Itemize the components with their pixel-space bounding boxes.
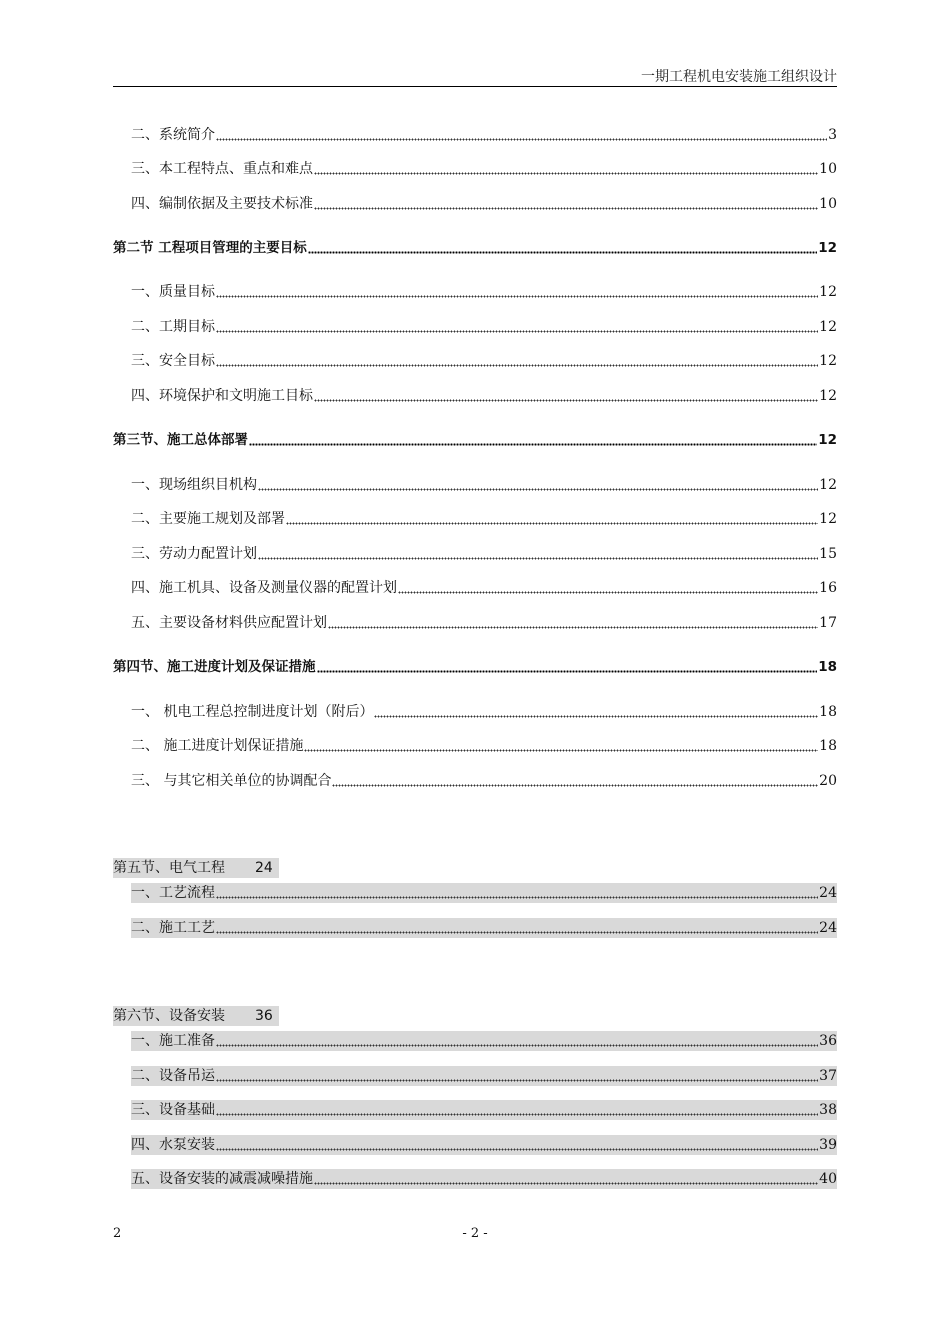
toc-section-heading[interactable] <box>113 1006 279 1026</box>
toc-page-number: 15 <box>819 546 837 562</box>
toc-page-number: 37 <box>819 1068 837 1084</box>
toc-leader <box>286 521 818 525</box>
toc-leader <box>314 1181 818 1185</box>
toc-section-label: 第六节、设备安装 <box>113 1008 225 1024</box>
toc-entry[interactable] <box>131 475 837 495</box>
toc-entry[interactable] <box>131 282 837 302</box>
toc-page-number: 38 <box>819 1102 837 1118</box>
header-rule <box>113 86 837 87</box>
toc-entry-label: 三、劳动力配置计划 <box>131 546 257 562</box>
toc-page-number: 12 <box>819 319 837 335</box>
toc-entry[interactable] <box>131 702 837 722</box>
toc-leader <box>374 714 818 718</box>
toc-page-number: 17 <box>819 615 837 631</box>
toc-entry-label: 一、施工准备 <box>131 1033 215 1049</box>
toc-entry[interactable] <box>131 736 837 756</box>
toc-entry[interactable] <box>131 544 837 564</box>
toc-page-number: 36 <box>255 1008 273 1024</box>
toc-page-number: 18 <box>819 738 837 754</box>
toc-entry[interactable] <box>131 578 837 598</box>
toc-page-number: 10 <box>819 196 837 212</box>
toc-entry-label: 一、 机电工程总控制进度计划（附后） <box>131 704 374 720</box>
toc-entry-label: 二、工期目标 <box>131 319 215 335</box>
toc-page-number: 12 <box>819 284 837 300</box>
toc-page-number: 24 <box>819 920 837 936</box>
toc-page-number: 16 <box>819 580 837 596</box>
toc-entry-label: 四、施工机具、设备及测量仪器的配置计划 <box>131 580 397 596</box>
toc-entry[interactable] <box>131 1135 837 1155</box>
toc-entry[interactable] <box>131 509 837 529</box>
toc-entry[interactable] <box>131 1031 837 1051</box>
toc-entry-label: 三、本工程特点、重点和难点 <box>131 161 313 177</box>
toc-leader <box>258 556 818 560</box>
toc-entry-label: 一、现场组织目机构 <box>131 477 257 493</box>
toc-page-number: 18 <box>818 659 837 675</box>
toc-entry-label: 五、设备安装的减震减噪措施 <box>131 1171 313 1187</box>
toc-leader <box>249 442 817 446</box>
toc-leader <box>314 171 818 175</box>
toc-entry-label: 四、编制依据及主要技术标准 <box>131 196 313 212</box>
toc-page-number: 12 <box>818 432 837 448</box>
toc-section-label: 第三节、施工总体部署 <box>113 432 248 448</box>
toc-leader <box>317 669 818 673</box>
toc-leader <box>304 748 818 752</box>
toc-entry[interactable] <box>131 883 837 903</box>
toc-section-label: 第二节 工程项目管理的主要目标 <box>113 240 307 256</box>
toc-section-heading[interactable] <box>113 430 837 450</box>
toc-leader <box>216 1147 818 1151</box>
toc-leader <box>216 1112 818 1116</box>
toc-entry[interactable] <box>131 1100 837 1120</box>
toc-entry-label: 二、系统简介 <box>131 127 215 143</box>
toc-page-number: 39 <box>819 1137 837 1153</box>
toc-entry[interactable] <box>131 1066 837 1086</box>
toc-entry-label: 三、 与其它相关单位的协调配合 <box>131 773 332 789</box>
toc-entry-label: 三、设备基础 <box>131 1102 215 1118</box>
toc-section-heading[interactable] <box>113 238 837 258</box>
toc-entry-label: 四、水泵安装 <box>131 1137 215 1153</box>
running-header: 一期工程机电安装施工组织设计 <box>641 69 837 85</box>
toc-entry-label: 二、 施工进度计划保证措施 <box>131 738 304 754</box>
toc-entry-label: 三、安全目标 <box>131 353 215 369</box>
toc-section-label: 第五节、电气工程 <box>113 860 225 876</box>
toc-page-number: 18 <box>819 704 837 720</box>
toc-entry[interactable] <box>131 386 837 406</box>
toc-section-heading[interactable] <box>113 858 279 878</box>
footer-page-number: - 2 - <box>462 1226 488 1241</box>
toc-page-number: 40 <box>819 1171 837 1187</box>
toc-section-label: 第四节、施工进度计划及保证措施 <box>113 659 316 675</box>
toc-page-number: 12 <box>819 477 837 493</box>
toc-entry-label: 二、施工工艺 <box>131 920 215 936</box>
toc-leader <box>398 590 818 594</box>
toc-page-number: 12 <box>819 353 837 369</box>
toc-entry-label: 四、环境保护和文明施工目标 <box>131 388 313 404</box>
toc-page-number: 24 <box>819 885 837 901</box>
toc-leader <box>314 398 818 402</box>
toc-page-number: 12 <box>819 511 837 527</box>
toc-leader <box>216 930 818 934</box>
toc-entry-label: 一、质量目标 <box>131 284 215 300</box>
toc-leader <box>328 625 818 629</box>
toc-leader <box>216 1043 818 1047</box>
toc-entry-label: 二、主要施工规划及部署 <box>131 511 285 527</box>
toc-page-number: 3 <box>828 127 837 143</box>
toc-page-number: 12 <box>819 388 837 404</box>
toc-leader <box>216 329 818 333</box>
toc-page-number: 10 <box>819 161 837 177</box>
toc-page-number: 20 <box>819 773 837 789</box>
toc-page-number: 24 <box>255 860 273 876</box>
toc-entry-label: 一、工艺流程 <box>131 885 215 901</box>
toc-leader <box>216 1078 818 1082</box>
toc-leader <box>216 294 818 298</box>
toc-leader <box>308 250 818 254</box>
toc-entry-label: 五、主要设备材料供应配置计划 <box>131 615 327 631</box>
toc-section-heading[interactable] <box>113 657 837 677</box>
toc-page-number: 36 <box>819 1033 837 1049</box>
toc-page-number: 12 <box>818 240 837 256</box>
toc-entry[interactable] <box>131 159 837 179</box>
toc-entry-label: 二、设备吊运 <box>131 1068 215 1084</box>
toc-entry[interactable] <box>131 351 837 371</box>
toc-leader <box>332 783 818 787</box>
toc-entry[interactable] <box>131 317 837 337</box>
toc-leader <box>216 363 818 367</box>
toc-leader <box>216 895 818 899</box>
toc-entry[interactable] <box>131 1169 837 1189</box>
toc-leader <box>258 487 818 491</box>
toc-entry[interactable] <box>131 613 837 633</box>
toc-leader <box>216 137 827 141</box>
toc-entry[interactable] <box>131 194 837 214</box>
toc-entry[interactable] <box>131 918 837 938</box>
footer-page-left: 2 <box>113 1226 122 1241</box>
toc-leader <box>314 206 818 210</box>
toc-entry[interactable] <box>131 771 837 791</box>
toc-entry[interactable] <box>131 125 837 145</box>
